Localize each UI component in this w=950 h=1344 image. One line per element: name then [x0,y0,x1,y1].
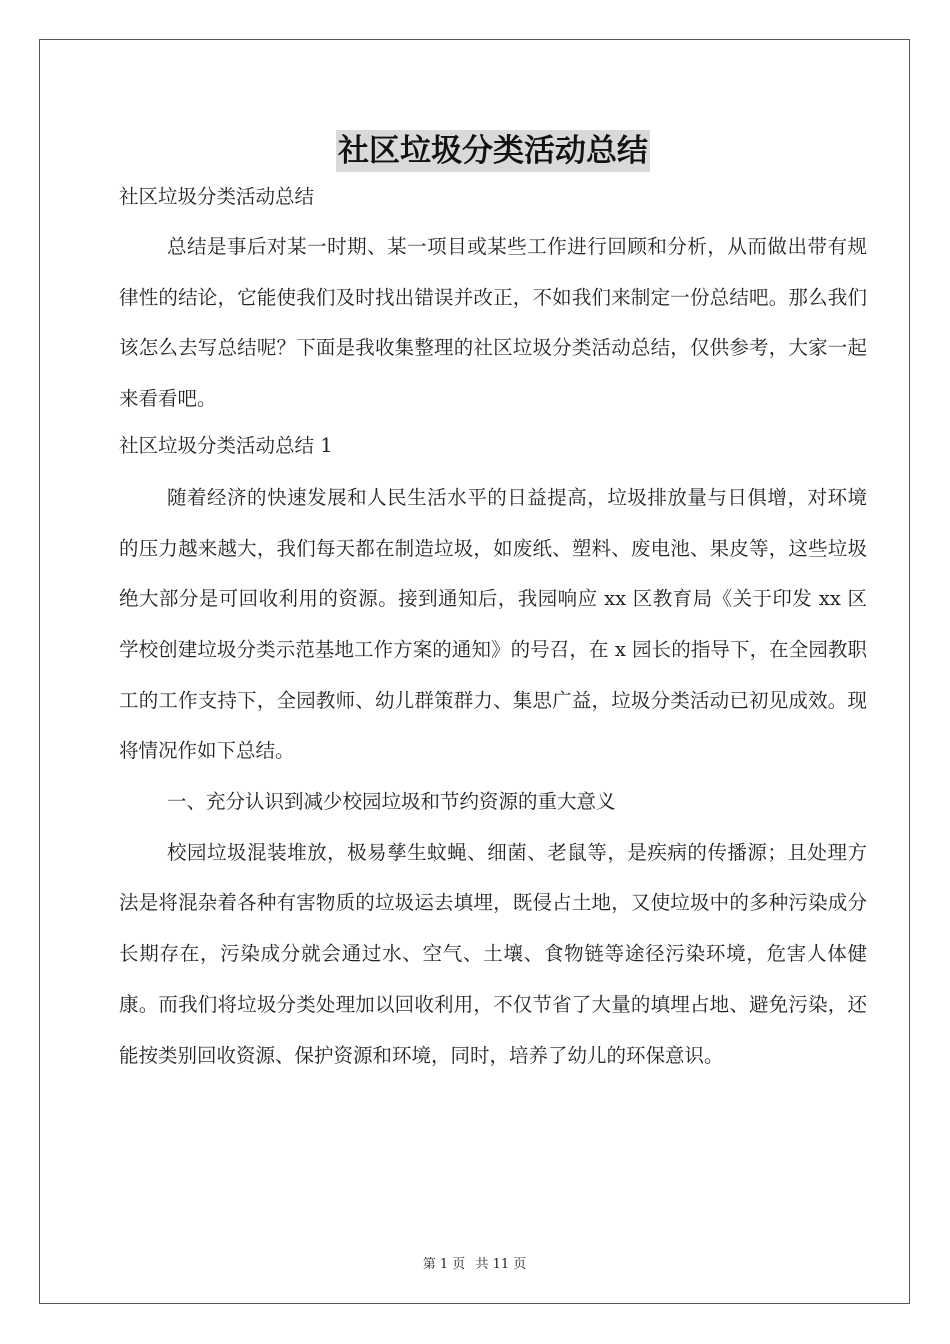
document-title: 社区垃圾分类活动总结 [336,130,650,172]
section-heading-one: 一、充分认识到减少校园垃圾和节约资源的重大意义 [167,790,616,814]
page-total: 共 11 页 [475,1257,527,1272]
body-paragraph-1: 随着经济的快速发展和人民生活水平的日益提高，垃圾排放量与日俱增，对环境的压力越来越大，我们每天都在制造垃圾，如废纸、塑料、废电池、果皮等，这些垃圾绝大部分是可回收利用的资源。接到通知后，我园响应 xx 区教育局《关于印发 xx 区学校创建垃圾分类示范基地工作方案的通知》的号召，在 x 园长的指导下，在全园教职工的工作支持下，全园教师、幼儿群策群力、集思广益，垃圾分类活动已初见成效。现将情况作如下总结。 [119,485,867,763]
intro-paragraph: 总结是事后对某一时期、某一项目或某些工作进行回顾和分析，从而做出带有规律性的结论，它能使我们及时找出错误并改正，不如我们来制定一份总结吧。那么我们该怎么去写总结呢？下面是我收集整理的社区垃圾分类活动总结，仅供参考，大家一起来看看吧。 [119,235,867,411]
page-number: 第 1 页 [422,1257,466,1272]
document-body [119,130,867,1081]
section-heading-1: 社区垃圾分类活动总结 1 [119,433,333,457]
page-footer [40,1253,909,1272]
document-subtitle: 社区垃圾分类活动总结 [119,185,315,208]
document-page [39,39,910,1304]
title-container [119,130,867,182]
body-paragraph-2: 校园垃圾混装堆放，极易孳生蚊蝇、细菌、老鼠等，是疾病的传播源；且处理方法是将混杂着各种有害物质的垃圾运去填埋，既侵占土地，又使垃圾中的多种污染成分长期存在，污染成分就会通过水、空气、土壤、食物链等途径污染环境，危害人体健康。而我们将垃圾分类处理加以回收利用，不仅节省了大量的填埋占地、避免污染，还能按类别回收资源、保护资源和环境，同时，培养了幼儿的环保意识。 [119,840,867,1067]
